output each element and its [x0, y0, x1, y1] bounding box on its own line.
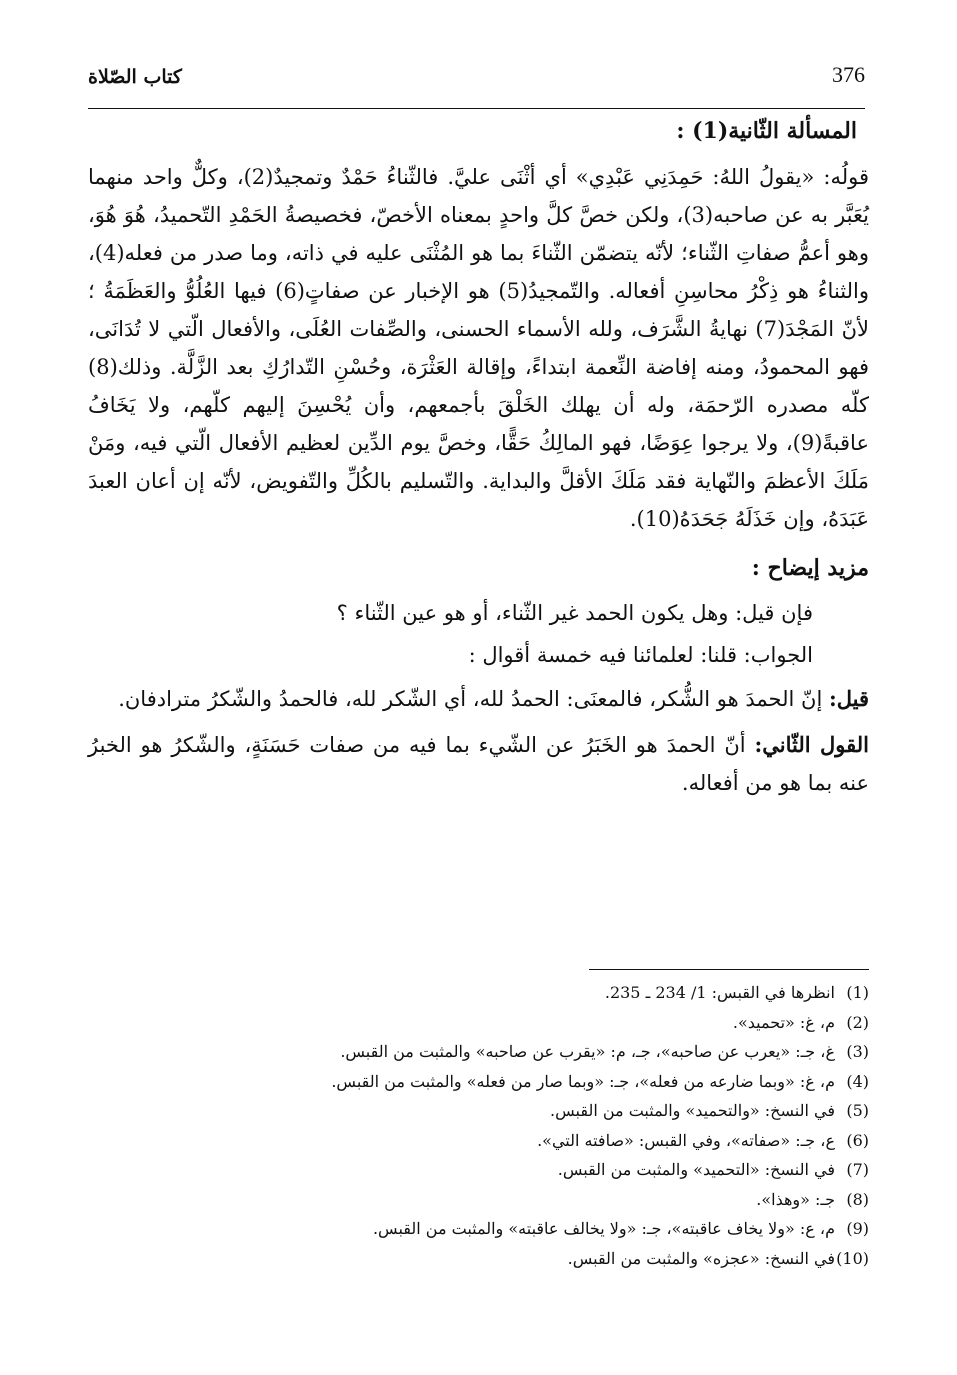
footnote [120, 1155, 869, 1185]
footnote-text: في النسخ: «التحميد» والمثبت من القبس. [557, 1160, 835, 1179]
answer-line: الجواب: قلنا: لعلمائنا فيه خمسة أقوال : [468, 643, 813, 667]
footnote-text: م، غ: «وبما ضارعه من فعله»، جـ: «وبما صار من فعله» والمثبت من القبس. [331, 1071, 835, 1091]
footnote [120, 1008, 869, 1038]
footnote-number: (10) [836, 1248, 869, 1268]
footnote-text: جـ: «وهذا». [756, 1189, 835, 1209]
running-title: كتاب الصّلاة [88, 66, 182, 88]
footnote-text: في النسخ: «والتحميد» والمثبت من القبس. [550, 1101, 835, 1120]
footnote [120, 1185, 869, 1215]
question-line: فإن قيل: وهل يكون الحمد غير الثّناء، أو هو عين الثّناء ؟ [336, 601, 813, 625]
first-opinion [88, 680, 869, 718]
second-opinion-lead: القول الثّاني: [754, 732, 869, 757]
footnote-number: (6) [846, 1130, 869, 1150]
section-paragraph: قولُه: «يقولُ اللهُ: حَمِدَنِي عَبْدِي» أي أثْنَى عليَّ. فالثّناءُ حَمْدٌ وتمجيدٌ(2)، وكلٌّ واحد منهما يُعَبَّر به عن صاحبه(3)، ولكن خصَّ كلَّ واحدٍ بمعناه الأخصّ، فخصيصةُ الحَمْدِ التّحميدُ، هُوَ هُوَ، وهو أعمُّ صفاتِ الثّناء؛ لأنّه يتضمّن الثّناءَ بما هو المُثْنَى عليه في ذاته، وما صدر من فعله(4)، والثناءُ هو ذِكْرُ محاسِنِ أفعاله. والتّمجيدُ(5) هو الإخبار عن صفاتٍ(6) فيها العُلُوُّ والعَظَمَةُ ؛ لأنّ المَجْدَ(7) نهايةُ الشَّرَف، ولله الأسماء الحسنى، والصِّفات العُلَى، والأفعال الّتي لا تُدَانَى، فهو المحمودُ، ومنه إفاضة النِّعمة ابتداءً، وإقالة العَثْرَة، وحُسْنِ التّدارُكِ بعد الزَّلَّة. وذلك(8) كلّه مصدره الرّحمَة، وله أن يهلك الخَلْقَ بأجمعهم، وأن يُحْسِنَ إليهم كلّهم، ولا يَخَافُ عاقبةً(9)، ولا يرجوا عِوَضًا، فهو المالِكُ حَقًّا، وخصَّ يوم الدِّين لعظيم الأفعال الّتي فيه، ومَنْ مَلَكَ الأعظمَ والنّهاية فقد مَلَكَ الأقلَّ والبداية. والتّسليم بالكُلِّ والتّفويض، لأنّه إن أعان العبدَ عَبَدَهُ، وإن خَذَلَهُ جَحَدَهُ(10). [88, 165, 869, 531]
footnote-text: م، غ: «تحميد». [732, 1012, 835, 1032]
clarification-heading: مزيد إيضاح : [751, 555, 869, 581]
footnote [120, 1096, 869, 1126]
footnote [120, 1244, 869, 1274]
footnote [120, 1037, 869, 1067]
page-number: 376 [832, 62, 865, 87]
footnote-number: (3) [846, 1042, 869, 1061]
footnote-text: في النسخ: «عجزه» والمثبت من القبس. [567, 1248, 835, 1268]
footnote-number: (4) [846, 1071, 869, 1091]
footnote-number: (1) [846, 983, 869, 1002]
footnote [120, 1067, 869, 1097]
footnote [120, 978, 869, 1008]
second-opinion-text: أنّ الحمدَ هو الخَبَرُ عن الشّيء بما فيه من صفات حَسَنَةٍ، والشّكرُ هو الخبرُ عنه بما هو من أفعاله. [88, 733, 869, 795]
first-opinion-text: إنّ الحمدَ هو الشُّكر، فالمعنَى: الحمدُ لله، أي الشّكر لله، فالحمدُ والشّكرُ مترادفان. [118, 687, 823, 711]
footnote [120, 1126, 869, 1156]
footnote [120, 1214, 869, 1244]
first-opinion-lead: قيل: [828, 686, 869, 711]
footnote-text: م، ع: «ولا يخاف عاقبته»، جـ: «ولا يخالف عاقبته» والمثبت من القبس. [372, 1219, 835, 1238]
main-text [88, 112, 869, 810]
footnote-number: (2) [846, 1012, 869, 1032]
footnote-text: ع، جـ: «صفاته»، وفي القبس: «صافته التي». [537, 1130, 835, 1150]
footnote-number: (9) [846, 1219, 869, 1238]
footnote-number: (8) [846, 1189, 869, 1209]
section-heading: المسألة الثّانية(1) : [676, 118, 857, 144]
footnote-number: (7) [846, 1160, 869, 1179]
page-header [88, 60, 865, 109]
second-opinion [88, 726, 869, 802]
footnote-divider [589, 969, 869, 970]
footnote-text: انظرها في القبس: 1/ 234 ـ 235. [604, 983, 835, 1002]
footnote-number: (5) [846, 1101, 869, 1120]
footnotes [120, 978, 869, 1273]
footnote-text: غ، جـ: «يعرب عن صاحبه»، جـ، م: «يقرب عن صاحبه» والمثبت من القبس. [340, 1042, 835, 1061]
